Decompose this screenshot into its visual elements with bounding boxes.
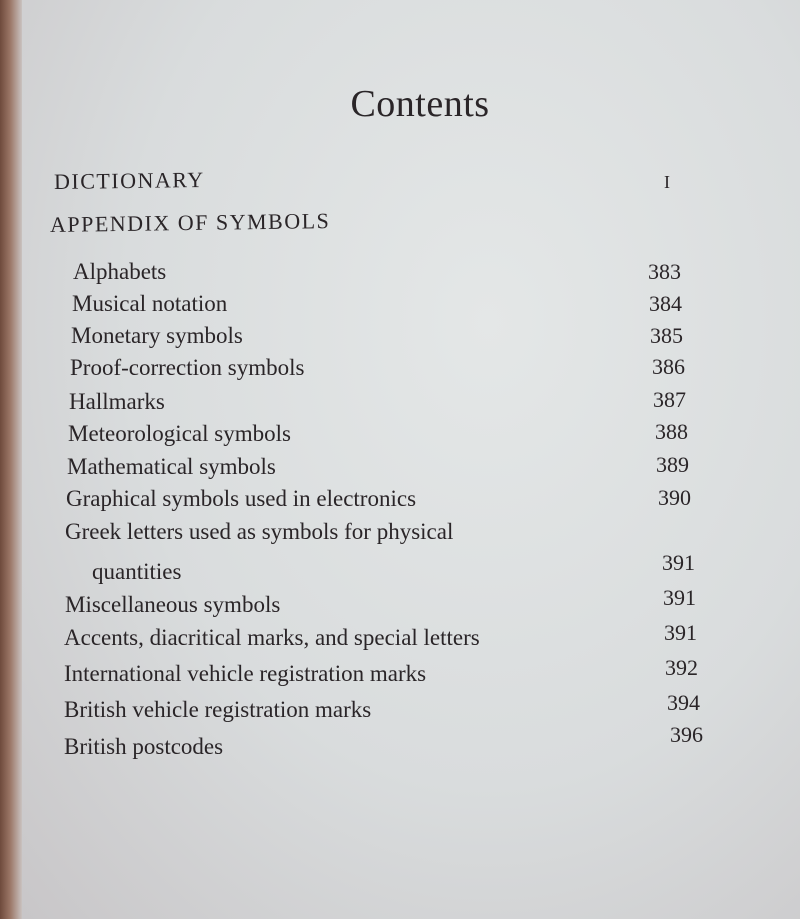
toc-entry: Musical notation xyxy=(72,291,228,316)
toc-page: 392 xyxy=(665,655,698,680)
toc-entry: Alphabets xyxy=(73,259,167,284)
toc-page: 391 xyxy=(664,620,697,645)
toc-page: 390 xyxy=(658,485,691,510)
toc-entry: Accents, diacritical marks, and special letters xyxy=(64,625,480,650)
toc-page: 383 xyxy=(648,259,681,284)
toc-entry: British postcodes xyxy=(64,734,224,759)
toc-entry-continuation: quantities xyxy=(92,559,182,584)
toc-page: 391 xyxy=(663,585,696,610)
book-spine xyxy=(0,0,22,919)
toc-entry: Miscellaneous symbols xyxy=(65,592,281,617)
toc-entry: Monetary symbols xyxy=(71,323,243,348)
toc-page: 386 xyxy=(652,354,685,379)
toc-page: 388 xyxy=(655,419,688,444)
toc-entry: Hallmarks xyxy=(69,389,165,414)
toc-entry: British vehicle registration marks xyxy=(64,697,372,722)
section-appendix: APPENDIX OF SYMBOLS xyxy=(49,208,331,237)
toc-page: 389 xyxy=(656,452,689,477)
page-title: Contents xyxy=(350,83,490,125)
toc-entry: International vehicle registration marks xyxy=(64,661,427,686)
toc-entry: Meteorological symbols xyxy=(68,421,291,446)
toc-entry: Greek letters used as symbols for physical xyxy=(65,519,454,544)
toc-page: 385 xyxy=(650,323,683,348)
toc-page: 396 xyxy=(670,722,703,747)
toc-page: 384 xyxy=(649,291,682,316)
toc-entry: Proof-correction symbols xyxy=(70,355,305,380)
section-dictionary: DICTIONARY xyxy=(53,166,205,195)
toc-page: 394 xyxy=(667,690,700,715)
toc-entry: Mathematical symbols xyxy=(67,454,276,479)
toc-page: 387 xyxy=(653,387,686,412)
toc-entry: Graphical symbols used in electronics xyxy=(66,486,417,511)
toc-page: 391 xyxy=(662,550,695,575)
section-dictionary-page: I xyxy=(664,172,670,192)
